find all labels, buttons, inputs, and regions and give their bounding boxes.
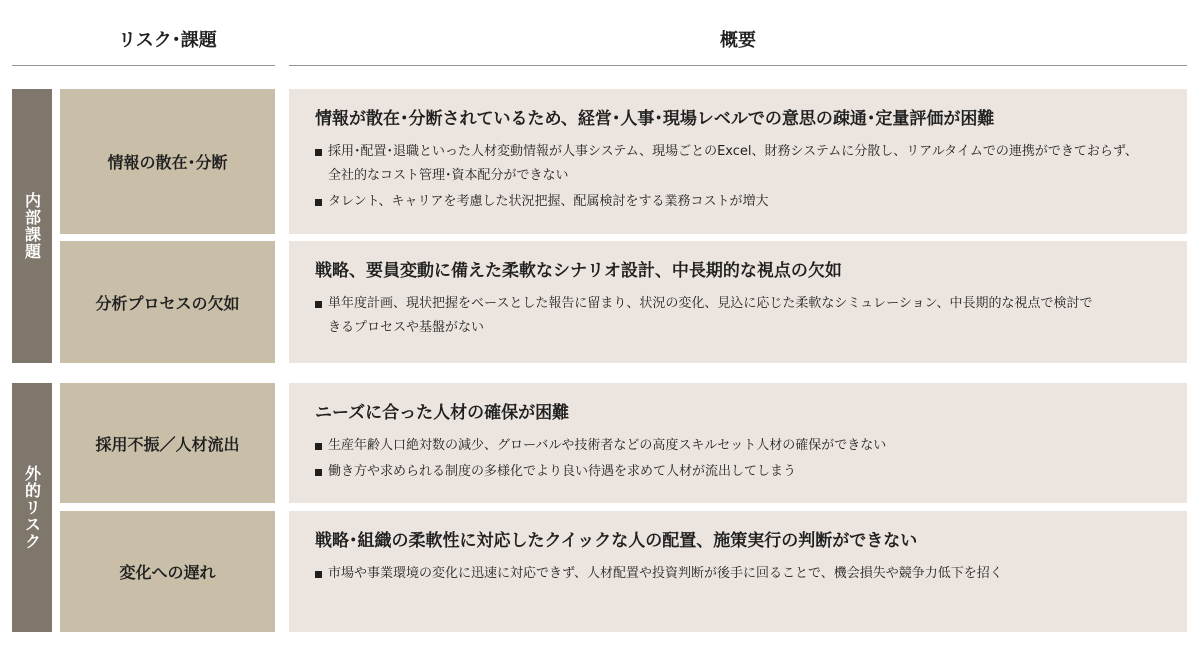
- risk-cell-recruitment: 採用不振／人材流出: [60, 383, 275, 503]
- risk-cell-information-scatter: 情報の散在･分断: [60, 89, 275, 234]
- summary-cell-information-scatter: [289, 89, 1187, 234]
- category-label-external: [12, 383, 52, 632]
- summary-column-header: 概要: [720, 30, 756, 51]
- summary-title: ニーズに合った人材の確保が困難: [315, 403, 570, 423]
- summary-bullet: 単年度計画、現状把握をベースとした報告に留まり、状況の変化、見込に応じた柔軟なシミュレーション、中長期的な視点で検討できるプロセスや基盤がない: [315, 292, 1098, 340]
- summary-cell-analysis-process: [289, 241, 1187, 363]
- category-label-internal: [12, 89, 52, 363]
- summary-bullet: 生産年齢人口絶対数の減少、グローバルや技術者などの高度スキルセット人材の確保ができない: [315, 434, 1173, 458]
- summary-title: 戦略、要員変動に備えた柔軟なシナリオ設計、中長期的な視点の欠如: [315, 261, 842, 281]
- summary-cell-recruitment: [289, 383, 1187, 503]
- summary-title: 情報が散在･分断されているため、経営･人事･現場レベルでの意思の疎通･定量評価が困難: [315, 109, 995, 129]
- risk-cell-change-delay: 変化への遅れ: [60, 511, 275, 632]
- summary-cell-change-delay: [289, 511, 1187, 632]
- summary-bullet: 採用･配置･退職といった人材変動情報が人事システム、現場ごとのExcel、財務システムに分散し、リアルタイムでの連携ができておらず、全社的なコスト管理･資本配分ができない: [315, 140, 1143, 188]
- header-divider-left: [12, 65, 275, 66]
- category-label-text: 内部課題: [22, 192, 42, 260]
- summary-bullet: 市場や事業環境の変化に迅速に対応できず、人材配置や投資判断が後手に回ることで、機会損失や競争力低下を招く: [315, 562, 1173, 586]
- summary-bullet: 働き方や求められる制度の多様化でより良い待遇を求めて人材が流出してしまう: [315, 460, 1173, 484]
- summary-bullet: タレント、キャリアを考慮した状況把握、配属検討をする業務コストが増大: [315, 190, 1173, 214]
- risk-cell-analysis-process: 分析プロセスの欠如: [60, 241, 275, 363]
- summary-title: 戦略･組織の柔軟性に対応したクイックな人の配置、施策実行の判断ができない: [315, 531, 918, 551]
- category-label-text: 外的リスク: [22, 465, 42, 550]
- header-divider-right: [289, 65, 1187, 66]
- risk-column-header: リスク･課題: [118, 30, 217, 51]
